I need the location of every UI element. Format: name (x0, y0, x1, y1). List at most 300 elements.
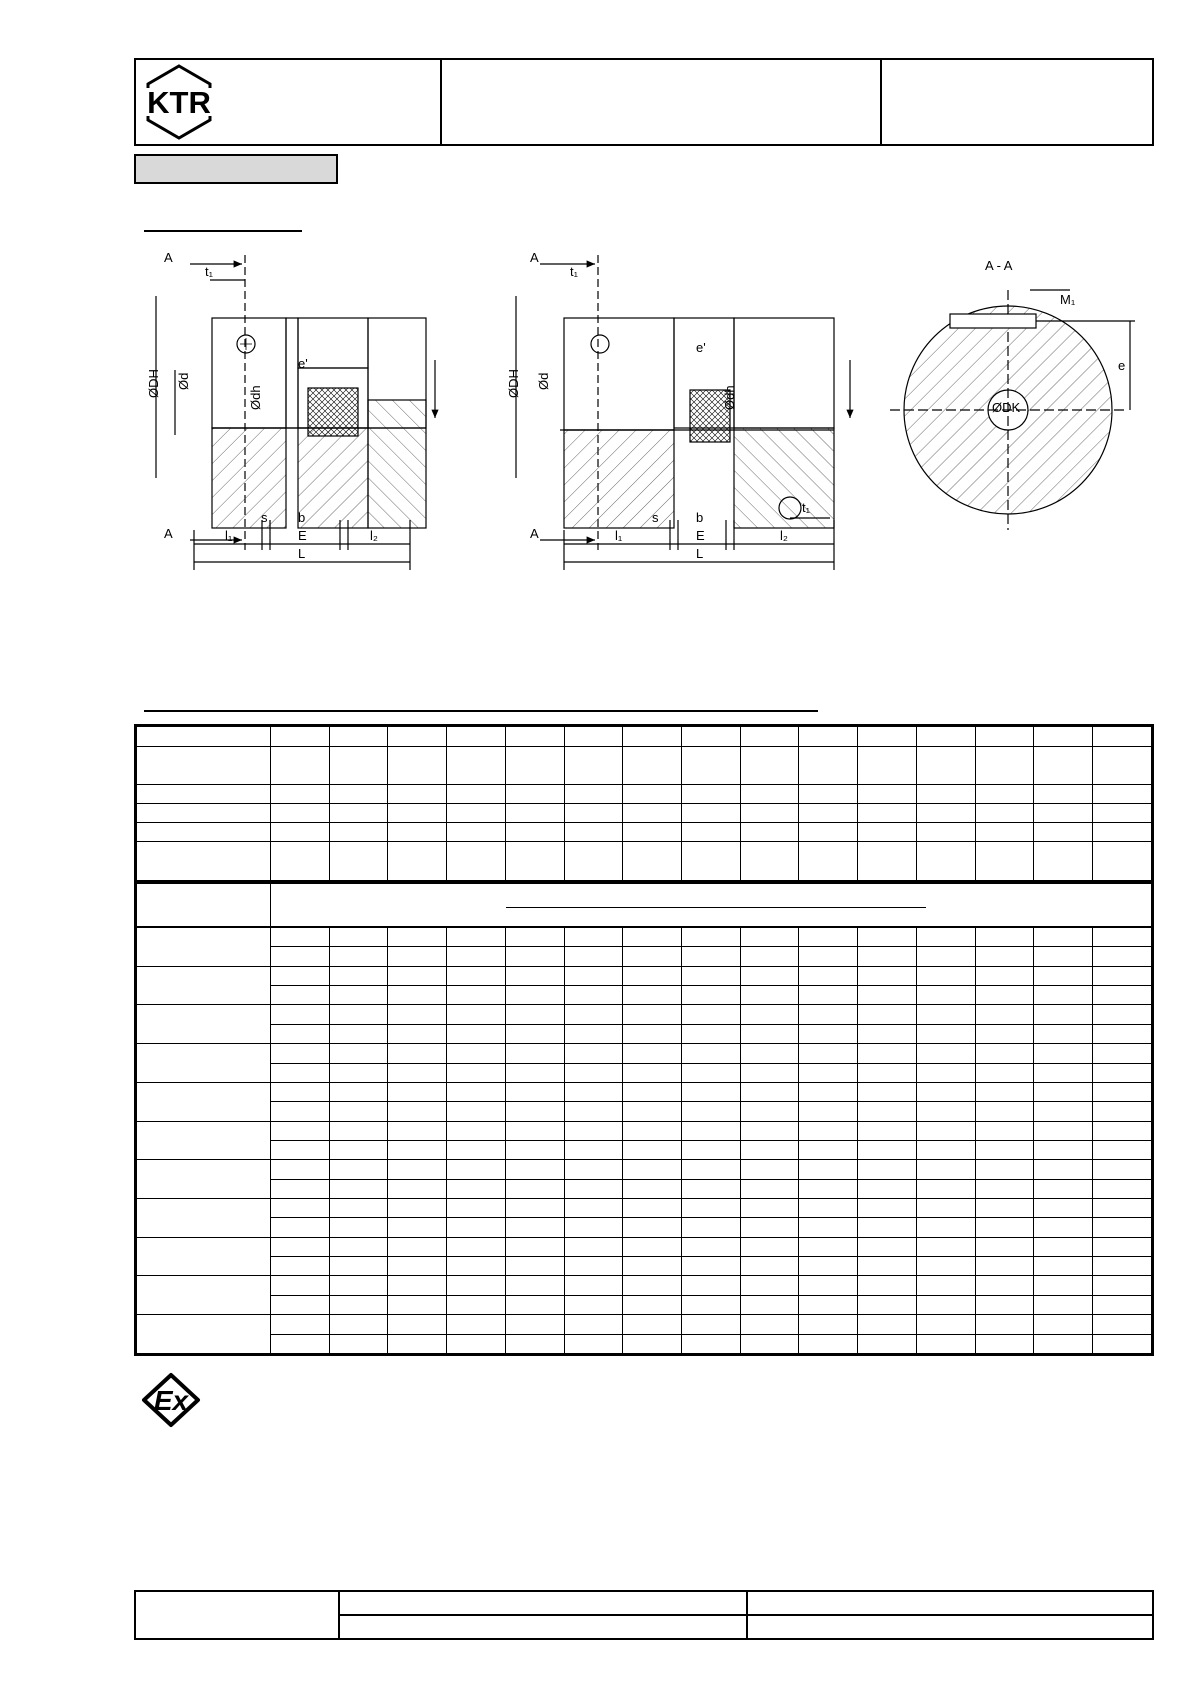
table-cell (740, 1005, 799, 1024)
table-cell (623, 1295, 682, 1314)
table-cell (505, 1005, 564, 1024)
table-cell (329, 1295, 388, 1314)
table-cell (505, 1237, 564, 1256)
table-cell (1034, 1315, 1093, 1334)
table-cell (975, 1276, 1034, 1295)
table-cell (740, 1102, 799, 1121)
table-row (137, 1257, 1152, 1276)
table-cell (916, 1295, 975, 1314)
table-cell (329, 986, 388, 1005)
table-cell (975, 1005, 1034, 1024)
table-cell (858, 1102, 917, 1121)
table-cell (682, 1044, 741, 1063)
table-row (137, 986, 1152, 1005)
row-group-label (137, 1005, 271, 1044)
table-cell (916, 1160, 975, 1179)
table-row (137, 1024, 1152, 1043)
table-cell (1093, 947, 1152, 966)
view2-l2-label: l₂ (780, 528, 788, 543)
table-cell (388, 947, 447, 966)
table-cell (447, 1257, 506, 1276)
table-cell (623, 1121, 682, 1140)
table-row (137, 1160, 1152, 1179)
table-cell (329, 1334, 388, 1353)
table-cell (388, 966, 447, 985)
table-cell (975, 986, 1034, 1005)
table-cell (388, 1295, 447, 1314)
view2-s-label: s (652, 510, 659, 525)
table-cell (740, 928, 799, 947)
table-cell (1093, 1257, 1152, 1276)
table-row (137, 1102, 1152, 1121)
table-cell (1093, 1199, 1152, 1218)
table-cell (505, 1063, 564, 1082)
row-group-label (137, 1199, 271, 1238)
table-cell (799, 1295, 858, 1314)
table-cell (623, 1276, 682, 1295)
table-cell (1034, 1140, 1093, 1159)
table-cell (916, 1102, 975, 1121)
table-cell (1093, 1082, 1152, 1101)
view1-E-label: E (298, 528, 307, 543)
table-cell (1034, 1160, 1093, 1179)
table-cell (740, 1295, 799, 1314)
row-group-label (137, 1237, 271, 1276)
table-cell (1093, 1334, 1152, 1353)
table-row (137, 1140, 1152, 1159)
table-cell (505, 1140, 564, 1159)
table-cell (975, 1315, 1034, 1334)
table-cell (975, 1082, 1034, 1101)
view1-dh-label: ØDH (146, 369, 161, 398)
table-cell (1034, 1102, 1093, 1121)
view1-L-label: L (298, 546, 306, 561)
table-cell (916, 1140, 975, 1159)
view2-L-label: L (696, 546, 704, 561)
table-row (137, 1334, 1152, 1353)
table-cell (916, 1276, 975, 1295)
table-cell (858, 966, 917, 985)
table-cell (799, 1218, 858, 1237)
table-cell (858, 1334, 917, 1353)
table-cell (975, 1295, 1034, 1314)
table-cell (623, 1044, 682, 1063)
table-cell (388, 1044, 447, 1063)
table-cell (740, 1237, 799, 1256)
table-cell (1034, 1044, 1093, 1063)
table-cell (271, 1237, 330, 1256)
table-cell (623, 1140, 682, 1159)
table-cell (682, 986, 741, 1005)
table-cell (564, 1024, 623, 1043)
table-cell (388, 1024, 447, 1043)
table-cell (623, 1024, 682, 1043)
table-cell (271, 1140, 330, 1159)
table-cell (916, 1082, 975, 1101)
table-cell (740, 1140, 799, 1159)
table-cell (799, 1063, 858, 1082)
table-cell (682, 1334, 741, 1353)
table-cell (858, 1140, 917, 1159)
table-row (137, 1315, 1152, 1334)
table-cell (1034, 1276, 1093, 1295)
table-cell (740, 947, 799, 966)
table-cell (447, 947, 506, 966)
table-cell (271, 1102, 330, 1121)
view1-e-prime-label: e' (298, 356, 308, 371)
table-cell (505, 1276, 564, 1295)
view2-section-marker-top: A (530, 250, 539, 265)
table-cell (975, 1160, 1034, 1179)
table-cell (564, 1295, 623, 1314)
table-cell (682, 1315, 741, 1334)
table-cell (329, 1063, 388, 1082)
table-cell (682, 1257, 741, 1276)
table-cell (1034, 1024, 1093, 1043)
table-cell (388, 1063, 447, 1082)
table-cell (623, 1218, 682, 1237)
table-cell (1093, 1276, 1152, 1295)
table-cell (388, 1276, 447, 1295)
technical-drawing (130, 240, 1140, 620)
table-cell (505, 966, 564, 985)
table-cell (682, 1179, 741, 1198)
table-cell (916, 1218, 975, 1237)
table-cell (623, 1257, 682, 1276)
table-cell (799, 966, 858, 985)
table-cell (447, 966, 506, 985)
table-cell (447, 1140, 506, 1159)
table-row (137, 1121, 1152, 1140)
table-cell (858, 1160, 917, 1179)
table-cell (447, 1334, 506, 1353)
footer-bottom-middle-cell (344, 1618, 740, 1636)
table-cell (505, 1315, 564, 1334)
table-cell (858, 1179, 917, 1198)
row-group-label (137, 1160, 271, 1199)
data-table-merged-row (136, 883, 1152, 927)
row-group-label (137, 1315, 271, 1354)
table-cell (505, 1334, 564, 1353)
table-cell (564, 947, 623, 966)
table-cell (799, 1082, 858, 1101)
table-cell (799, 1179, 858, 1198)
table-cell (916, 1334, 975, 1353)
table-cell (388, 928, 447, 947)
table-cell (916, 1199, 975, 1218)
table-cell (1034, 1121, 1093, 1140)
table-cell (1034, 928, 1093, 947)
table-cell (916, 966, 975, 985)
table-cell (1093, 1024, 1152, 1043)
table-cell (505, 1024, 564, 1043)
table-row (137, 1276, 1152, 1295)
table-row (137, 1179, 1152, 1198)
table-row (137, 1005, 1152, 1024)
table-cell (329, 1082, 388, 1101)
table-cell (623, 1199, 682, 1218)
table-cell (799, 928, 858, 947)
header-divider-1 (440, 58, 442, 146)
view1-t1-label: t₁ (205, 264, 213, 279)
table-cell (447, 1082, 506, 1101)
table-cell (858, 1276, 917, 1295)
table-cell (271, 1082, 330, 1101)
table-cell (682, 1160, 741, 1179)
table-cell (1034, 1257, 1093, 1276)
view2-E-label: E (696, 528, 705, 543)
table-cell (858, 947, 917, 966)
table-row (137, 1063, 1152, 1082)
table-cell (682, 1276, 741, 1295)
footer-left-cell (140, 1596, 330, 1634)
table-cell (505, 1257, 564, 1276)
table-cell (682, 966, 741, 985)
table-cell (858, 1218, 917, 1237)
table-cell (388, 986, 447, 1005)
table-cell (564, 986, 623, 1005)
table-cell (447, 1276, 506, 1295)
table-cell (740, 1063, 799, 1082)
table-cell (682, 1218, 741, 1237)
table-cell (740, 1179, 799, 1198)
table-cell (505, 986, 564, 1005)
table-cell (858, 1295, 917, 1314)
table-cell (505, 1044, 564, 1063)
table-cell (740, 1257, 799, 1276)
table-cell (975, 1237, 1034, 1256)
table-cell (1034, 986, 1093, 1005)
table-cell (1093, 1121, 1152, 1140)
table-cell (447, 1218, 506, 1237)
table-cell (1034, 966, 1093, 985)
table-cell (329, 947, 388, 966)
table-cell (682, 928, 741, 947)
table-cell (858, 1199, 917, 1218)
table-cell (1034, 1063, 1093, 1082)
table-cell (505, 928, 564, 947)
table-cell (271, 1024, 330, 1043)
table-cell (1034, 1334, 1093, 1353)
table-cell (975, 1179, 1034, 1198)
table-cell (388, 1237, 447, 1256)
table-cell (916, 1121, 975, 1140)
table-cell (388, 1257, 447, 1276)
table-cell (975, 928, 1034, 947)
view2-t1b-label: t₁ (802, 500, 810, 515)
table-cell (858, 1237, 917, 1256)
row-group-label (137, 1044, 271, 1083)
table-cell (858, 1257, 917, 1276)
table-cell (564, 928, 623, 947)
table-cell (271, 1199, 330, 1218)
table-cell (505, 1082, 564, 1101)
table-cell (1093, 1237, 1152, 1256)
table-cell (1034, 947, 1093, 966)
section-m1-label: M₁ (1060, 292, 1076, 307)
table-cell (975, 1063, 1034, 1082)
table-cell (271, 1160, 330, 1179)
table-cell (505, 1102, 564, 1121)
table-cell (858, 1024, 917, 1043)
table-cell (388, 1140, 447, 1159)
view2-l1-label: l₁ (615, 528, 623, 543)
ex-mark-text: Ex (153, 1385, 189, 1416)
table-cell (740, 1082, 799, 1101)
view1-dh2-label: Ødh (248, 385, 263, 410)
table-cell (799, 1140, 858, 1159)
table-cell (329, 1024, 388, 1043)
table-cell (682, 1140, 741, 1159)
table-cell (623, 1179, 682, 1198)
table-cell (975, 1044, 1034, 1063)
table-cell (388, 1315, 447, 1334)
table-cell (388, 1334, 447, 1353)
table-cell (740, 1218, 799, 1237)
table-cell (916, 1044, 975, 1063)
logo-text: KTR (147, 85, 211, 120)
table-cell (564, 1140, 623, 1159)
table-cell (623, 1063, 682, 1082)
table-cell (975, 1199, 1034, 1218)
section-title: A - A (985, 258, 1013, 273)
table-cell (799, 1237, 858, 1256)
table-row (137, 1044, 1152, 1063)
table-cell (329, 1044, 388, 1063)
table-cell (388, 1102, 447, 1121)
table-cell (271, 986, 330, 1005)
table-cell (447, 1237, 506, 1256)
table-cell (329, 1102, 388, 1121)
table-cell (271, 1179, 330, 1198)
table-cell (447, 1063, 506, 1082)
header-doc-cell (890, 70, 1140, 130)
table-cell (329, 1237, 388, 1256)
table-cell (329, 1257, 388, 1276)
ktr-logo (144, 64, 214, 140)
table-cell (858, 928, 917, 947)
table-cell (623, 1315, 682, 1334)
table-cell (682, 1102, 741, 1121)
section-e-label: e (1118, 358, 1126, 373)
view1-s-label: s (261, 510, 268, 525)
table-cell (1034, 1179, 1093, 1198)
table-cell (1093, 1218, 1152, 1237)
view1-b-label: b (298, 510, 306, 525)
table-cell (271, 947, 330, 966)
table-cell (564, 1160, 623, 1179)
table-cell (682, 947, 741, 966)
table-cell (623, 966, 682, 985)
table-cell (916, 1237, 975, 1256)
table-cell (1034, 1295, 1093, 1314)
table-cell (623, 1005, 682, 1024)
table-cell (1093, 1179, 1152, 1198)
data-table-top (136, 726, 1152, 883)
table-cell (1034, 1082, 1093, 1101)
table-cell (858, 1315, 917, 1334)
footer-bottom-right-cell (752, 1618, 1148, 1636)
table-cell (1093, 928, 1152, 947)
table-cell (505, 1179, 564, 1198)
table-cell (682, 1082, 741, 1101)
table-cell (271, 1121, 330, 1140)
table-row (137, 928, 1152, 947)
table-cell (505, 1295, 564, 1314)
table-cell (858, 986, 917, 1005)
table-cell (916, 1024, 975, 1043)
table-cell (447, 986, 506, 1005)
table-cell (329, 1218, 388, 1237)
table-cell (858, 1082, 917, 1101)
table-cell (505, 1160, 564, 1179)
table-cell (623, 947, 682, 966)
drawing-heading-underline (144, 230, 302, 232)
table-cell (271, 1005, 330, 1024)
table-cell (623, 1334, 682, 1353)
table-cell (329, 1160, 388, 1179)
table-cell (1034, 1005, 1093, 1024)
view1-d-label: Ød (176, 372, 191, 390)
row-group-label (137, 1276, 271, 1315)
table-cell (858, 1044, 917, 1063)
table-cell (799, 1257, 858, 1276)
table-cell (564, 1257, 623, 1276)
table-cell (271, 1334, 330, 1353)
table-cell (564, 1082, 623, 1101)
header-title-cell (450, 70, 870, 130)
view2-e-prime-label: e' (696, 340, 706, 355)
table-cell (623, 1237, 682, 1256)
view-1 (156, 255, 435, 570)
table-cell (447, 1160, 506, 1179)
table-cell (975, 966, 1034, 985)
table-cell (388, 1218, 447, 1237)
table-cell (858, 1063, 917, 1082)
table-cell (329, 1121, 388, 1140)
table-cell (1093, 1295, 1152, 1314)
table-cell (1034, 1218, 1093, 1237)
table-cell (623, 1082, 682, 1101)
table-cell (329, 966, 388, 985)
table-cell (799, 1121, 858, 1140)
table-cell (799, 1315, 858, 1334)
table-cell (740, 1024, 799, 1043)
footer-divider-h (338, 1614, 1154, 1616)
footer-top-middle-cell (344, 1594, 740, 1612)
table-row (137, 1082, 1152, 1101)
row-group-label (137, 928, 271, 967)
table-cell (388, 1005, 447, 1024)
table-cell (916, 986, 975, 1005)
table-cell (975, 1140, 1034, 1159)
table-cell (329, 1199, 388, 1218)
table-note-underline (506, 907, 926, 908)
table-cell (682, 1005, 741, 1024)
table-cell (1093, 1315, 1152, 1334)
view2-dh2-label: Ødh (722, 385, 737, 410)
data-table-body (136, 927, 1152, 1354)
table-cell (447, 1102, 506, 1121)
table-cell (682, 1121, 741, 1140)
table-cell (916, 1257, 975, 1276)
footer-top-right-cell (752, 1594, 1148, 1612)
table-cell (505, 1199, 564, 1218)
table-cell (975, 1257, 1034, 1276)
table-cell (740, 1334, 799, 1353)
table-cell (916, 1315, 975, 1334)
table-cell (271, 1063, 330, 1082)
